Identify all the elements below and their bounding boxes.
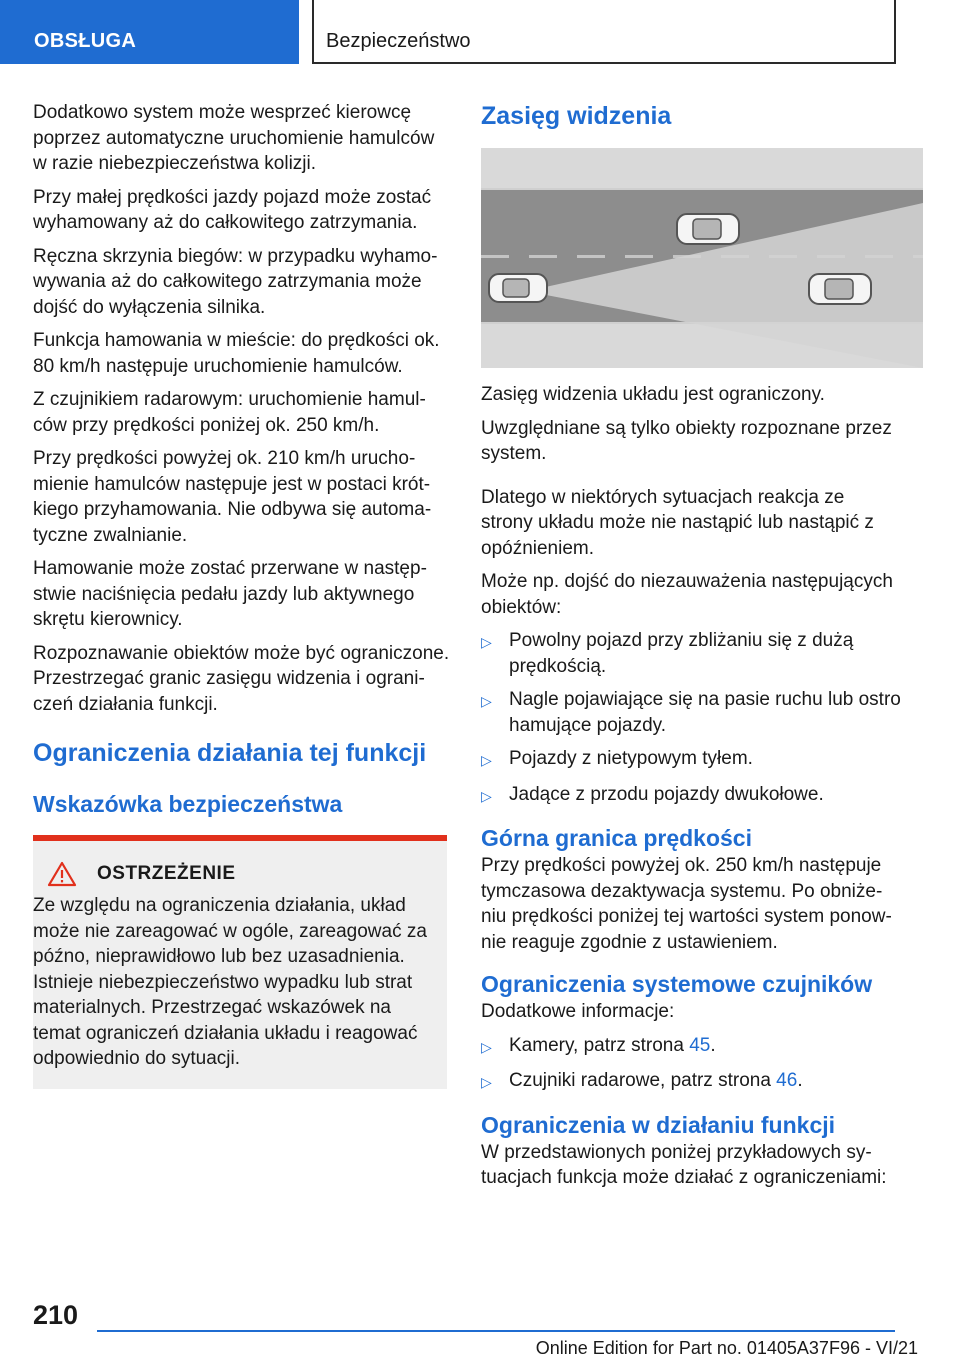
page-link-cameras[interactable]: 45 xyxy=(689,1034,711,1056)
page-number: 210 xyxy=(33,1300,79,1330)
paragraph: Zasięg widzenia układu jest ograniczony. xyxy=(481,384,825,405)
paragraph: Ręczna skrzynia biegów: w przypadku wyhamowywania aż do całkowitego zatrzymania może dojść do wyłączenia silnika. xyxy=(33,245,438,318)
warning-text: Ze względu na ograniczenia działania, układ może nie zareagować w ogóle, zareagować za późno, nieprawidłowo lub bez uzasadnienia. Istnieje niebezpieczeństwo wypadku lub strat materialnych. Przestrzegać wskazówek na temat ograniczeń działania układu i reagować odpowiednio do sytuacji. xyxy=(33,895,427,1069)
paragraph: Uwzględniane są tylko obiekty rozpoznane przez system. xyxy=(481,417,892,464)
heading-function-limits: Ograniczenia działania tej funkcji xyxy=(33,739,427,767)
paragraph: Funkcja hamowania w mieście: do prędkości ok. 80 km/h następuje uruchomienie hamulców. xyxy=(33,330,440,377)
chapter-tab[interactable] xyxy=(0,0,299,64)
section-header xyxy=(312,0,896,64)
warning-box xyxy=(33,835,447,1089)
paragraph: Przy małej prędkości jazdy pojazd może zostać wyhamowany aż do całkowitego zatrzymania. xyxy=(33,186,432,233)
road-diagram xyxy=(481,148,923,368)
paragraph: Z czujnikiem radarowym: uruchomienie hamulców przy prędkości poniżej ok. 250 km/h. xyxy=(33,389,426,436)
chapter-tab-label: OBSŁUGA xyxy=(34,30,137,52)
paragraph: Dodatkowe informacje: xyxy=(481,1001,675,1022)
paragraph: Przy prędkości powyżej ok. 250 km/h następuje tymczasowa dezaktywacja systemu. Po obniżeniu prędkości poniżej tej wartości system ponownie reaguje zgodnie z ustawieniem. xyxy=(481,855,892,953)
bullet-triangle-icon: ▷ xyxy=(481,1038,492,1055)
bullet-triangle-icon: ▷ xyxy=(481,634,492,650)
heading-function-restrictions: Ograniczenia w działaniu funkcji xyxy=(481,1111,836,1138)
own-car xyxy=(489,274,547,302)
car-adjacent-lane xyxy=(677,214,739,244)
paragraph: Dodatkowo system może wesprzeć kierowcę poprzez automatyczne uruchomienie hamulców w razie niebezpieczeństwa kolizji. xyxy=(33,102,435,174)
paragraph: Przy prędkości powyżej ok. 210 km/h uruchomienie hamulców następuje jest w postaci krótkiego przyhamowania. Nie odbywa się automatyczne zwalnianie. xyxy=(33,448,432,546)
detection-range-illustration xyxy=(481,148,923,368)
list-item: ▷ Powolny pojazd przy zbliżaniu się z dużą prędkością. xyxy=(481,628,901,679)
list-item: ▷ Kamery, patrz strona 45. xyxy=(481,1033,901,1061)
paragraph: Rozpoznawanie obiektów może być ograniczone. Przestrzegać granic zasięgu widzenia i ograniczeń działania funkcji. xyxy=(33,642,450,715)
bullet-triangle-icon: ▷ xyxy=(481,787,492,804)
edition-text: Online Edition for Part no. 01405A37F96 - VI/21 xyxy=(535,1338,918,1358)
bullet-triangle-icon: ▷ xyxy=(481,1074,492,1090)
list-item: ▷ Pojazdy z nietypowym tyłem. xyxy=(481,746,901,774)
section-title: Bezpieczeństwo xyxy=(326,30,471,52)
paragraph: Hamowanie może zostać przerwane w następstwie naciśnięcia pedału jazdy lub aktywnego skrętu kierownicy. xyxy=(33,558,427,630)
heading-sensor-limits: Ograniczenia systemowe czujników xyxy=(481,971,873,997)
bullet-triangle-icon: ▷ xyxy=(481,752,492,768)
right-column xyxy=(481,100,901,1199)
list-item: ▷ Jadące z przodu pojazdy dwukołowe. xyxy=(481,782,901,810)
heading-detection-range: Zasięg widzenia xyxy=(481,102,672,130)
left-column xyxy=(33,100,451,1089)
footer-divider xyxy=(97,1330,895,1332)
paragraph: Dlatego w niektórych sytuacjach reakcja ze strony układu może nie nastąpić lub nastąpić z opóźnieniem. xyxy=(481,486,874,559)
car-ahead xyxy=(809,274,871,304)
heading-speed-limit: Górna granica prędkości xyxy=(481,825,752,851)
page-link-radar-sensors[interactable]: 46 xyxy=(776,1070,798,1091)
heading-safety-note: Wskazówka bezpieczeństwa xyxy=(33,791,343,817)
warning-title-row xyxy=(33,861,433,887)
paragraph: Może np. dojść do niezauważenia następujących obiektów: xyxy=(481,571,893,618)
warning-triangle-icon xyxy=(47,861,77,887)
list-item: ▷ Czujniki radarowe, patrz strona 46. xyxy=(481,1068,901,1096)
bullet-triangle-icon: ▷ xyxy=(481,693,492,709)
sensor-links-list xyxy=(481,1033,901,1096)
warning-title: OSTRZEŻENIE xyxy=(97,863,236,884)
list-item: ▷ Nagle pojawiające się na pasie ruchu lub ostro hamujące pojazdy. xyxy=(481,687,901,738)
undetected-objects-list xyxy=(481,628,901,809)
paragraph: W przedstawionych poniżej przykładowych sytuacjach funkcja może działać z ograniczeniami: xyxy=(481,1141,887,1188)
